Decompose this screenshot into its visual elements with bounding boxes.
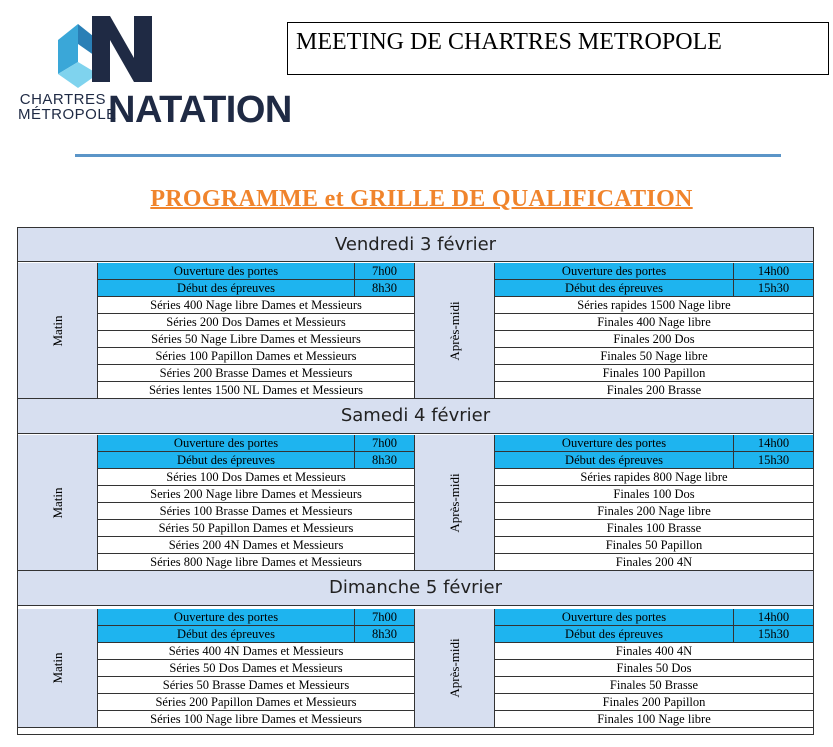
schedule-row — [98, 348, 415, 365]
club-logo — [18, 12, 292, 131]
event-label: Séries 100 Papillon Dames et Messieurs — [155, 349, 357, 363]
event-label: Séries rapides 1500 Nage libre — [577, 298, 731, 312]
event-label: Début des épreuves — [495, 452, 733, 468]
event-label: Ouverture des portes — [98, 263, 354, 279]
event-time: 8h30 — [354, 452, 414, 468]
schedule-row — [98, 486, 415, 503]
schedule-row — [98, 660, 415, 677]
day-header: Vendredi 3 février — [18, 228, 813, 262]
schedule-row — [495, 365, 813, 382]
event-time: 14h00 — [733, 435, 813, 451]
schedule-row — [98, 469, 415, 486]
schedule-row — [98, 452, 415, 469]
schedule-row — [98, 382, 415, 399]
schedule-row — [495, 537, 813, 554]
event-label: Ouverture des portes — [495, 263, 733, 279]
event-time: 7h00 — [354, 435, 414, 451]
schedule-row — [98, 554, 415, 571]
schedule-row — [495, 280, 813, 297]
schedule-row — [98, 537, 415, 554]
event-label: Séries 200 4N Dames et Messieurs — [168, 538, 344, 552]
event-time: 7h00 — [354, 263, 414, 279]
event-label: Séries 50 Papillon Dames et Messieurs — [158, 521, 354, 535]
event-label: Séries 800 Nage libre Dames et Messieurs — [150, 555, 362, 569]
event-label: Ouverture des portes — [98, 435, 354, 451]
event-time: 15h30 — [733, 452, 813, 468]
event-time: 8h30 — [354, 626, 414, 642]
schedule-row — [495, 711, 813, 728]
event-label: Séries 100 Dos Dames et Messieurs — [166, 470, 346, 484]
event-label: Finales 50 Nage libre — [600, 349, 708, 363]
meeting-title: MEETING DE CHARTRES METROPOLE — [287, 22, 829, 75]
schedule-row — [495, 486, 813, 503]
schedule-row — [495, 626, 813, 643]
schedule-row — [495, 382, 813, 399]
schedule-row — [98, 677, 415, 694]
event-label: Ouverture des portes — [98, 609, 354, 625]
divider-line — [75, 154, 781, 157]
event-time: 14h00 — [733, 263, 813, 279]
schedule-row — [495, 331, 813, 348]
event-label: Finales 400 Nage libre — [597, 315, 711, 329]
schedule-row — [98, 263, 415, 280]
event-label: Finales 50 Papillon — [605, 538, 703, 552]
session-label-afternoon — [415, 435, 495, 571]
schedule-row — [495, 452, 813, 469]
schedule-grid — [17, 227, 814, 735]
day-header: Samedi 4 février — [18, 399, 813, 434]
schedule-row — [495, 643, 813, 660]
day-header: Dimanche 5 février — [18, 571, 813, 606]
schedule-row — [495, 435, 813, 452]
session-label-afternoon — [415, 263, 495, 399]
event-label: Finales 200 Dos — [613, 332, 695, 346]
schedule-row — [98, 711, 415, 728]
schedule-row — [495, 554, 813, 571]
schedule-row — [98, 365, 415, 382]
event-label: Début des épreuves — [98, 280, 354, 296]
schedule-row — [495, 297, 813, 314]
event-label: Ouverture des portes — [495, 435, 733, 451]
session-label-text: Matin — [49, 314, 65, 347]
event-label: Finales 100 Dos — [613, 487, 695, 501]
event-label: Finales 200 Papillon — [602, 695, 706, 709]
event-label: Séries 400 Nage libre Dames et Messieurs — [150, 298, 362, 312]
schedule-row — [98, 331, 415, 348]
schedule-row — [98, 435, 415, 452]
cn-monogram-icon — [52, 12, 162, 94]
schedule-row — [98, 503, 415, 520]
event-label: Finales 100 Papillon — [602, 366, 706, 380]
schedule-row — [495, 677, 813, 694]
session-label-text: Après-midi — [446, 472, 462, 533]
session-label-morning — [18, 609, 98, 728]
event-label: Series 200 Nage libre Dames et Messieurs — [150, 487, 362, 501]
event-label: Séries 200 Dos Dames et Messieurs — [166, 315, 346, 329]
event-label: Séries 50 Brasse Dames et Messieurs — [162, 678, 350, 692]
event-label: Séries rapides 800 Nage libre — [580, 470, 728, 484]
session-label-text: Après-midi — [446, 300, 462, 361]
schedule-row — [495, 263, 813, 280]
event-label: Séries 100 Brasse Dames et Messieurs — [159, 504, 353, 518]
schedule-row — [98, 609, 415, 626]
event-label: Séries 400 4N Dames et Messieurs — [168, 644, 344, 658]
event-label: Séries 50 Nage Libre Dames et Messieurs — [151, 332, 361, 346]
event-label: Finales 50 Dos — [616, 661, 692, 675]
event-time: 14h00 — [733, 609, 813, 625]
event-label: Ouverture des portes — [495, 609, 733, 625]
program-title: PROGRAMME et GRILLE DE QUALIFICATION — [150, 186, 693, 212]
event-time: 15h30 — [733, 626, 813, 642]
schedule-row — [495, 503, 813, 520]
event-time: 7h00 — [354, 609, 414, 625]
schedule-row — [98, 297, 415, 314]
schedule-row — [495, 609, 813, 626]
logo-city-text: CHARTRES MÉTROPOLE — [18, 91, 117, 123]
event-label: Début des épreuves — [98, 452, 354, 468]
event-label: Finales 100 Brasse — [606, 521, 702, 535]
event-label: Séries 50 Dos Dames et Messieurs — [169, 661, 343, 675]
logo-wordmark: NATATION — [108, 89, 292, 131]
schedule-row — [98, 520, 415, 537]
event-label: Séries 200 Papillon Dames et Messieurs — [155, 695, 357, 709]
session-label-text: Matin — [49, 486, 65, 519]
schedule-row — [495, 660, 813, 677]
event-label: Séries 200 Brasse Dames et Messieurs — [159, 366, 353, 380]
event-label: Finales 200 4N — [615, 555, 693, 569]
schedule-row — [495, 348, 813, 365]
schedule-row — [98, 643, 415, 660]
schedule-row — [98, 280, 415, 297]
event-label: Finales 50 Brasse — [609, 678, 699, 692]
schedule-row — [495, 520, 813, 537]
schedule-row — [495, 469, 813, 486]
event-label: Finales 400 4N — [615, 644, 693, 658]
schedule-row — [98, 626, 415, 643]
session-label-morning — [18, 263, 98, 399]
schedule-row — [495, 314, 813, 331]
schedule-row — [495, 694, 813, 711]
event-label: Finales 100 Nage libre — [597, 712, 711, 726]
event-label: Séries lentes 1500 NL Dames et Messieurs — [148, 383, 364, 397]
session-label-afternoon — [415, 609, 495, 728]
event-label: Début des épreuves — [98, 626, 354, 642]
event-time: 8h30 — [354, 280, 414, 296]
event-label: Finales 200 Brasse — [606, 383, 702, 397]
event-label: Finales 200 Nage libre — [597, 504, 711, 518]
session-label-text: Matin — [49, 652, 65, 684]
session-label-morning — [18, 435, 98, 571]
session-label-text: Après-midi — [446, 638, 462, 698]
schedule-row — [98, 314, 415, 331]
event-label: Séries 100 Nage libre Dames et Messieurs — [150, 712, 362, 726]
event-label: Début des épreuves — [495, 280, 733, 296]
event-time: 15h30 — [733, 280, 813, 296]
event-label: Début des épreuves — [495, 626, 733, 642]
schedule-row — [98, 694, 415, 711]
